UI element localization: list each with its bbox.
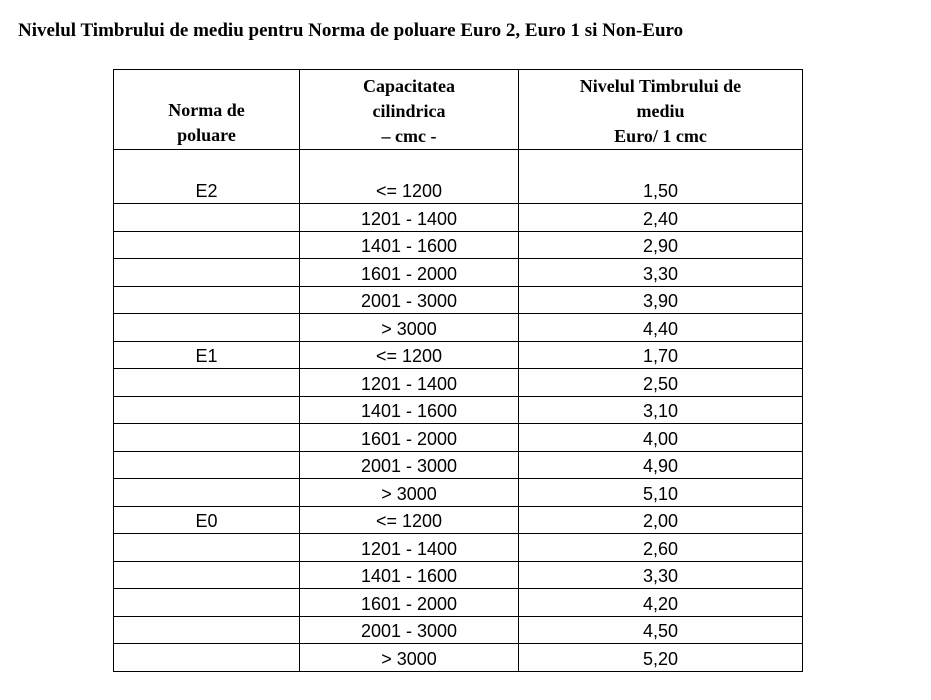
table-row [114, 479, 803, 507]
cell-stamp-level: 4,20 [519, 589, 803, 617]
table-row [114, 616, 803, 644]
header-line: Euro/ 1 cmc [614, 126, 707, 146]
cell-pollution-norm [114, 314, 300, 342]
cell-pollution-norm [114, 424, 300, 452]
cell-cylinder-capacity: 1401 - 1600 [300, 231, 519, 259]
cell-cylinder-capacity: 1201 - 1400 [300, 369, 519, 397]
cell-cylinder-capacity: > 3000 [300, 644, 519, 672]
cell-pollution-norm [114, 204, 300, 232]
cell-cylinder-capacity: 1201 - 1400 [300, 534, 519, 562]
document-title: Nivelul Timbrului de mediu pentru Norma de poluare Euro 2, Euro 1 si Non-Euro [18, 20, 684, 41]
cell-stamp-level: 3,10 [519, 396, 803, 424]
table-row [114, 424, 803, 452]
cell-cylinder-capacity: 1201 - 1400 [300, 204, 519, 232]
header-cylinder-capacity [300, 70, 519, 150]
cell-cylinder-capacity: <= 1200 [300, 506, 519, 534]
cell-cylinder-capacity: > 3000 [300, 314, 519, 342]
header-line: mediu [636, 101, 685, 121]
table-row [114, 369, 803, 397]
cell-pollution-norm [114, 534, 300, 562]
header-line: Nivelul Timbrului de [579, 76, 742, 96]
header-line: – cmc - [381, 126, 437, 146]
header-pollution-norm [114, 70, 300, 150]
cell-stamp-level: 3,30 [519, 561, 803, 589]
cell-pollution-norm [114, 369, 300, 397]
table-row [114, 396, 803, 424]
cell-pollution-norm: E2 [114, 150, 300, 204]
cell-cylinder-capacity: <= 1200 [300, 150, 519, 204]
stamp-level-table [113, 69, 803, 672]
cell-stamp-level: 1,70 [519, 341, 803, 369]
table-row [114, 150, 803, 204]
cell-stamp-level: 5,20 [519, 644, 803, 672]
cell-stamp-level: 4,50 [519, 616, 803, 644]
table-row [114, 314, 803, 342]
cell-stamp-level: 4,90 [519, 451, 803, 479]
cell-pollution-norm [114, 589, 300, 617]
cell-pollution-norm: E0 [114, 506, 300, 534]
cell-cylinder-capacity: 1601 - 2000 [300, 424, 519, 452]
cell-cylinder-capacity: > 3000 [300, 479, 519, 507]
cell-stamp-level: 2,00 [519, 506, 803, 534]
table-row [114, 451, 803, 479]
cell-stamp-level: 2,50 [519, 369, 803, 397]
cell-stamp-level: 4,00 [519, 424, 803, 452]
cell-stamp-level: 2,90 [519, 231, 803, 259]
table-row [114, 534, 803, 562]
header-stamp-level [519, 70, 803, 150]
table-row [114, 204, 803, 232]
cell-stamp-level: 2,40 [519, 204, 803, 232]
cell-cylinder-capacity: <= 1200 [300, 341, 519, 369]
table-header-row [114, 70, 803, 150]
table-body [114, 150, 803, 672]
table-row [114, 259, 803, 287]
header-line: Norma de [168, 100, 245, 120]
cell-pollution-norm [114, 644, 300, 672]
cell-stamp-level: 4,40 [519, 314, 803, 342]
cell-pollution-norm [114, 451, 300, 479]
header-line: poluare [177, 125, 236, 145]
cell-cylinder-capacity: 1601 - 2000 [300, 259, 519, 287]
cell-cylinder-capacity: 2001 - 3000 [300, 616, 519, 644]
cell-stamp-level: 3,90 [519, 286, 803, 314]
cell-pollution-norm [114, 479, 300, 507]
cell-stamp-level: 3,30 [519, 259, 803, 287]
cell-stamp-level: 2,60 [519, 534, 803, 562]
cell-pollution-norm [114, 396, 300, 424]
cell-cylinder-capacity: 2001 - 3000 [300, 286, 519, 314]
cell-cylinder-capacity: 1401 - 1600 [300, 396, 519, 424]
table-row [114, 589, 803, 617]
table-row [114, 644, 803, 672]
cell-pollution-norm [114, 286, 300, 314]
cell-cylinder-capacity: 1601 - 2000 [300, 589, 519, 617]
cell-pollution-norm: E1 [114, 341, 300, 369]
header-line: cilindrica [372, 101, 446, 121]
table-row [114, 561, 803, 589]
table-row [114, 506, 803, 534]
table-row [114, 231, 803, 259]
cell-pollution-norm [114, 231, 300, 259]
cell-stamp-level: 1,50 [519, 150, 803, 204]
cell-cylinder-capacity: 1401 - 1600 [300, 561, 519, 589]
cell-pollution-norm [114, 259, 300, 287]
table-row [114, 341, 803, 369]
cell-pollution-norm [114, 616, 300, 644]
cell-cylinder-capacity: 2001 - 3000 [300, 451, 519, 479]
cell-pollution-norm [114, 561, 300, 589]
header-line: Capacitatea [363, 76, 455, 96]
table-row [114, 286, 803, 314]
cell-stamp-level: 5,10 [519, 479, 803, 507]
